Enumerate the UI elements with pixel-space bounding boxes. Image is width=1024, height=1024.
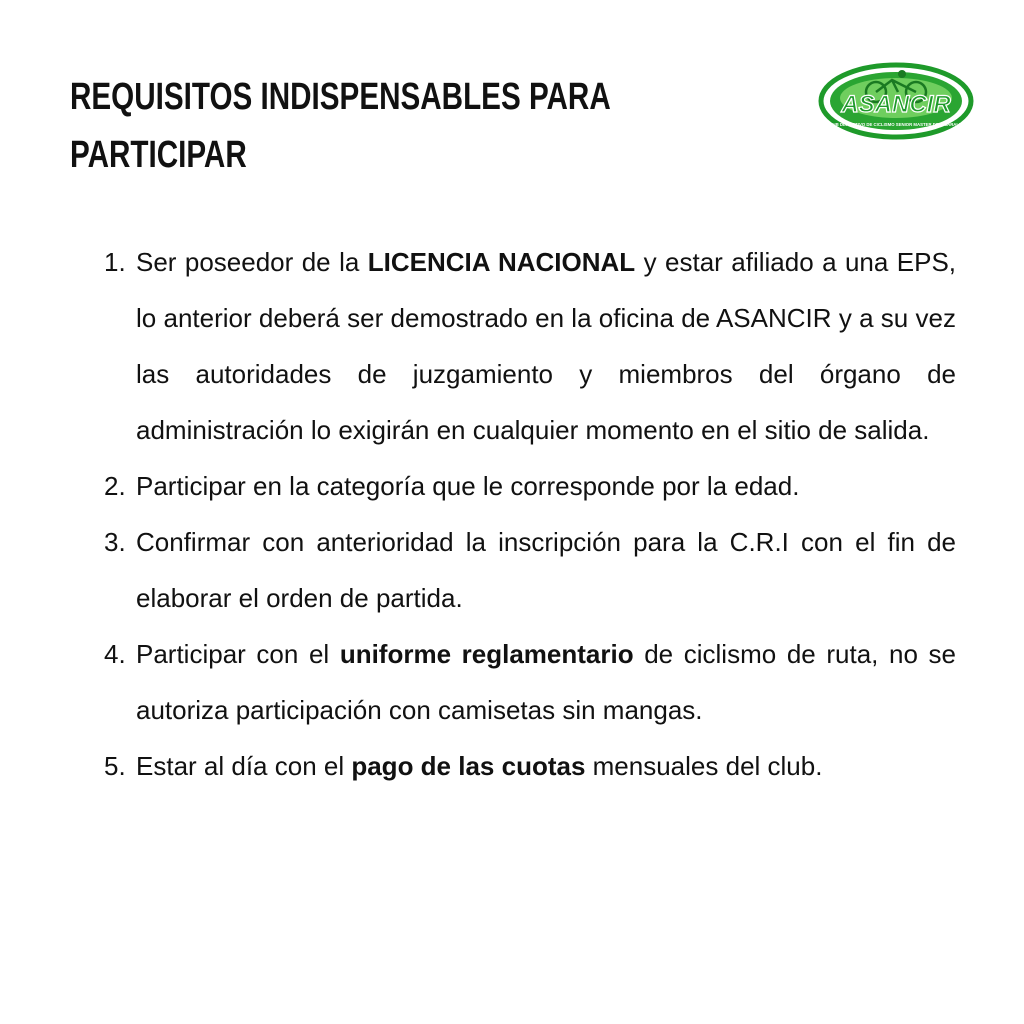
- requirement-item-1: [104, 234, 956, 458]
- asancir-logo-graphic: [818, 62, 974, 140]
- requirement-emphasis: LICENCIA NACIONAL: [367, 247, 636, 277]
- requirement-text: y estar afiliado a una EPS, lo anterior deberá ser demostrado en la oficina de ASANCIR y a su vez las autoridades de juzgamiento y miembros del órgano de administración lo exigirán en cualquier momento en el sitio de salida.: [136, 247, 957, 445]
- requirements-list: [104, 234, 956, 794]
- requirement-text: Confirmar con anterioridad la inscripción para la C.R.I con el fin de elaborar el orden de partida.: [136, 527, 956, 613]
- requirement-text: Participar en la categoría que le corresponde por la edad.: [136, 471, 800, 501]
- svg-text:ASANCIR: ASANCIR: [841, 91, 951, 118]
- requirement-item-4: [104, 626, 956, 738]
- requirement-number: 5.: [104, 751, 126, 781]
- page-title: [70, 68, 611, 184]
- asancir-logo: [818, 62, 974, 140]
- requirement-number: 3.: [104, 527, 126, 557]
- requirement-number: 4.: [104, 639, 126, 669]
- svg-text:CLUB DEPORTIVO DE CICLISMO SEN: CLUB DEPORTIVO DE CICLISMO SENIOR MASTER DE RISARALDA: [826, 122, 966, 127]
- title-line-1: REQUISITOS INDISPENSABLES PARA: [70, 76, 611, 118]
- requirement-emphasis: pago de las cuotas: [351, 751, 586, 781]
- requirement-item-5: [104, 738, 956, 794]
- title-line-2: PARTICIPAR: [70, 134, 247, 176]
- requirement-text: Estar al día con el: [136, 751, 352, 781]
- requirement-text: Ser poseedor de la: [136, 247, 368, 277]
- requirement-text: de ciclismo de ruta, no se autoriza participación con camisetas sin mangas.: [136, 639, 956, 725]
- requirement-number: 1.: [104, 247, 126, 277]
- requirement-text: Participar con el: [136, 639, 340, 669]
- requirement-item-2: [104, 458, 956, 514]
- requirement-item-3: [104, 514, 956, 626]
- requirement-number: 2.: [104, 471, 126, 501]
- requirement-emphasis: uniforme reglamentario: [339, 639, 634, 669]
- requirement-text: mensuales del club.: [585, 751, 823, 781]
